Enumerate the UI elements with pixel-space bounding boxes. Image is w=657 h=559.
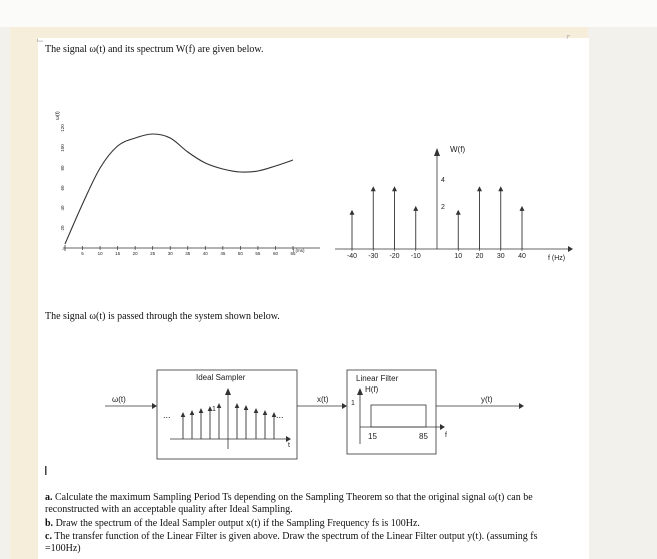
question-b-letter: b. [45, 518, 54, 529]
question-c-text: The transfer function of the Linear Filter is given above. Draw the spectrum of the Linear Filter output y(t). (assuming fs =100Hz) [45, 531, 538, 554]
spectrum-xtick-label: -40 [346, 253, 358, 260]
spectrum-xlabel: f (Hz) [548, 255, 566, 262]
spectrum-x-arrow-icon [568, 246, 573, 252]
spectrum-ylabel: W(f) [450, 145, 466, 154]
sampler-vertical-arrow-icon [225, 388, 231, 395]
spectrum-xtick-label: -20 [389, 253, 400, 260]
margin-mark-left: ⌙ [36, 35, 45, 46]
spectrum-xtick-label: 40 [518, 253, 526, 260]
question-a-text: Calculate the maximum Sampling Period Ts depending on the Sampling Theorem so that the original signal ω(t) can be reconstructed with an acceptable quality after Ideal Sampling. [45, 492, 533, 515]
filter-passband [371, 405, 426, 427]
time-xtick-label: 30 [167, 251, 173, 256]
spectrum-xtick-label: 10 [454, 253, 463, 260]
filter-vertical-arrow-icon [357, 388, 363, 395]
spectrum-stem-arrow-icon [456, 210, 461, 215]
time-ytick-label: 120 [60, 124, 65, 132]
spectrum-xtick-label: -30 [368, 253, 379, 260]
spectrum-stem-arrow-icon [350, 210, 355, 215]
spectrum-stem-arrow-icon [392, 186, 397, 191]
sampler-impulse-arrow-icon [181, 412, 186, 417]
filter-low-label: 15 [368, 432, 377, 441]
spectrum-xtick-label: -10 [410, 253, 421, 260]
time-xtick-label: 5 [81, 251, 84, 256]
time-xtick-label: 45 [220, 251, 226, 256]
time-ytick-label: 40 [60, 205, 65, 211]
sampler-impulse-arrow-icon [263, 410, 268, 415]
time-xtick-label: 25 [150, 251, 156, 256]
sampler-dots-left: ... [163, 410, 171, 420]
spectrum-level-4: 4 [441, 177, 445, 184]
sampler-impulse-arrow-icon [199, 408, 204, 413]
sampler-impulse-label: 1 [212, 406, 216, 413]
time-xtick-label: 10 [97, 251, 103, 256]
filter-h-label: H(f) [365, 385, 379, 394]
middle-arrow-icon [342, 403, 347, 409]
spectrum-y-arrow-icon [434, 148, 440, 156]
time-signal-curve [65, 134, 293, 244]
question-b [45, 518, 565, 530]
output-arrow-icon [519, 403, 524, 409]
question-a-letter: a. [45, 492, 53, 503]
time-xtick-label: 55 [255, 251, 261, 256]
spectrum-stem-arrow-icon [413, 206, 418, 211]
time-plot [55, 111, 320, 256]
time-xtick-label: 50 [237, 251, 243, 256]
time-ytick-label: 20 [60, 225, 65, 231]
spectrum-plot [335, 145, 573, 262]
time-ytick-zero: - [62, 247, 64, 253]
spectrum-xtick-label: 20 [475, 253, 484, 260]
time-plot-ylabel: ω(t) [55, 111, 61, 120]
filter-gain-label: 1 [351, 400, 355, 407]
time-xtick-label: 65 [290, 251, 296, 256]
sampler-impulse-arrow-icon [254, 408, 259, 413]
sampler-impulse-arrow-icon [244, 405, 249, 410]
question-b-text: Draw the spectrum of the Ideal Sampler output x(t) if the Sampling Frequency fs is 100Hz. [55, 518, 420, 529]
time-xtick-label: 40 [202, 251, 208, 256]
spectrum-xtick-label: 30 [496, 253, 505, 260]
time-ytick-label: 80 [60, 165, 65, 171]
time-ytick-label: 100 [60, 144, 65, 152]
time-ytick-label: 60 [60, 185, 65, 191]
input-label: ω(t) [112, 395, 126, 404]
time-xtick-label: 20 [132, 251, 138, 256]
filter-title: Linear Filter [356, 374, 399, 383]
spectrum-stem-arrow-icon [498, 186, 503, 191]
filter-axis-arrow-icon [440, 424, 445, 430]
filter-high-label: 85 [419, 432, 428, 441]
sampler-impulse-arrow-icon [217, 403, 222, 408]
text-cursor-icon: I [44, 463, 48, 478]
spectrum-stem-arrow-icon [477, 186, 482, 191]
input-arrow-icon [152, 403, 157, 409]
time-xtick-label: 15 [115, 251, 121, 256]
sampler-impulse-arrow-icon [235, 403, 240, 408]
margin-mark-right: ⌜ [566, 35, 571, 46]
time-xtick-label: 60 [272, 251, 278, 256]
question-c-letter: c. [45, 531, 52, 542]
output-label: y(t) [481, 395, 493, 404]
mid-label: x(t) [317, 395, 329, 404]
spectrum-level-2: 2 [441, 204, 445, 211]
question-c [45, 531, 565, 555]
time-xtick-label: 35 [185, 251, 191, 256]
filter-f-label: f [445, 432, 447, 439]
system-diagram [105, 370, 524, 459]
sampler-axis-label: t [288, 442, 290, 449]
sampler-impulse-arrow-icon [190, 410, 195, 415]
question-a [45, 492, 565, 516]
sampler-title: Ideal Sampler [196, 373, 246, 382]
sampler-dots-right: ... [276, 410, 284, 420]
spectrum-stem-arrow-icon [371, 186, 376, 191]
passed-text: The signal ω(t) is passed through the system shown below. [45, 311, 280, 322]
time-x-unit: t (ms) [293, 248, 305, 253]
intro-text: The signal ω(t) and its spectrum W(f) are given below. [45, 44, 264, 55]
spectrum-stem-arrow-icon [520, 206, 525, 211]
